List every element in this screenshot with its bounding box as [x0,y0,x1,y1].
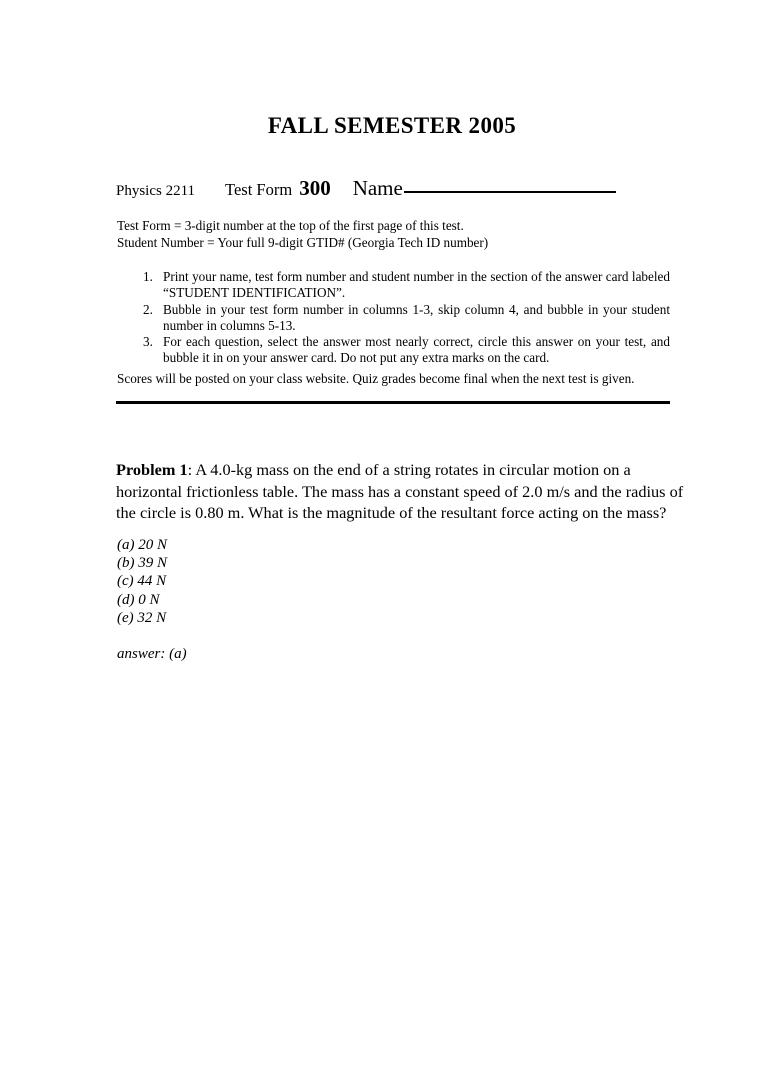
name-input-rule[interactable] [404,191,616,193]
instruction-number: 1. [143,269,153,284]
answer-choices [117,536,417,627]
instruction-number: 2. [143,301,153,317]
choice-e[interactable]: (e) 32 N [117,609,167,626]
course-label: Physics 2211 [116,183,196,199]
list-item [143,302,670,335]
answer-key: answer: (a) [117,646,187,662]
choice-d[interactable]: (d) 0 N [117,591,160,608]
scores-note: Scores will be posted on your class website. Quiz grades become final when the next test is given. [117,371,635,386]
choice-a[interactable]: (a) 20 N [117,537,167,553]
choice-b[interactable]: (b) 39 N [117,555,167,572]
definition-test-form: Test Form = 3-digit number at the top of the first page of this test. [117,218,464,233]
page-title: FALL SEMESTER 2005 [267,113,517,138]
instruction-text: Bubble in your test form number in columns 1-3, skip column 4, and bubble in your student number in columns 5-13. [163,301,670,333]
problem-separator: : [187,460,196,479]
exam-header-row [116,176,676,206]
list-item [143,334,670,367]
section-divider [116,401,670,404]
instruction-text: For each question, select the answer most nearly correct, circle this answer on your test, and bubble it in on your answer card. Do not put any extra marks on the card. [163,334,670,366]
definition-student-number: Student Number = Your full 9-digit GTID# (Georgia Tech ID number) [117,234,489,250]
list-item [143,269,670,302]
choice-c[interactable]: (c) 44 N [117,573,167,590]
instruction-number: 3. [143,334,153,350]
test-form-label: Test Form [225,180,293,199]
instructions-list [143,269,670,367]
definitions-block [117,218,677,251]
problem-text: A 4.0-kg mass on the end of a string rotates in circular motion on a horizontal frictionless table. The mass has a constant speed of 2.0 m/s and the radius of the circle is 0.80 m. What is the magnitude of the resultant force acting on the mass? [116,460,684,522]
name-label: Name [352,176,403,200]
test-form-number: 300 [299,176,331,200]
problem-statement [116,459,688,524]
instruction-text: Print your name, test form number and student number in the section of the answer card labeled “STUDENT IDENTIFICATION”. [163,269,670,301]
problem-label: Problem 1 [116,460,188,479]
